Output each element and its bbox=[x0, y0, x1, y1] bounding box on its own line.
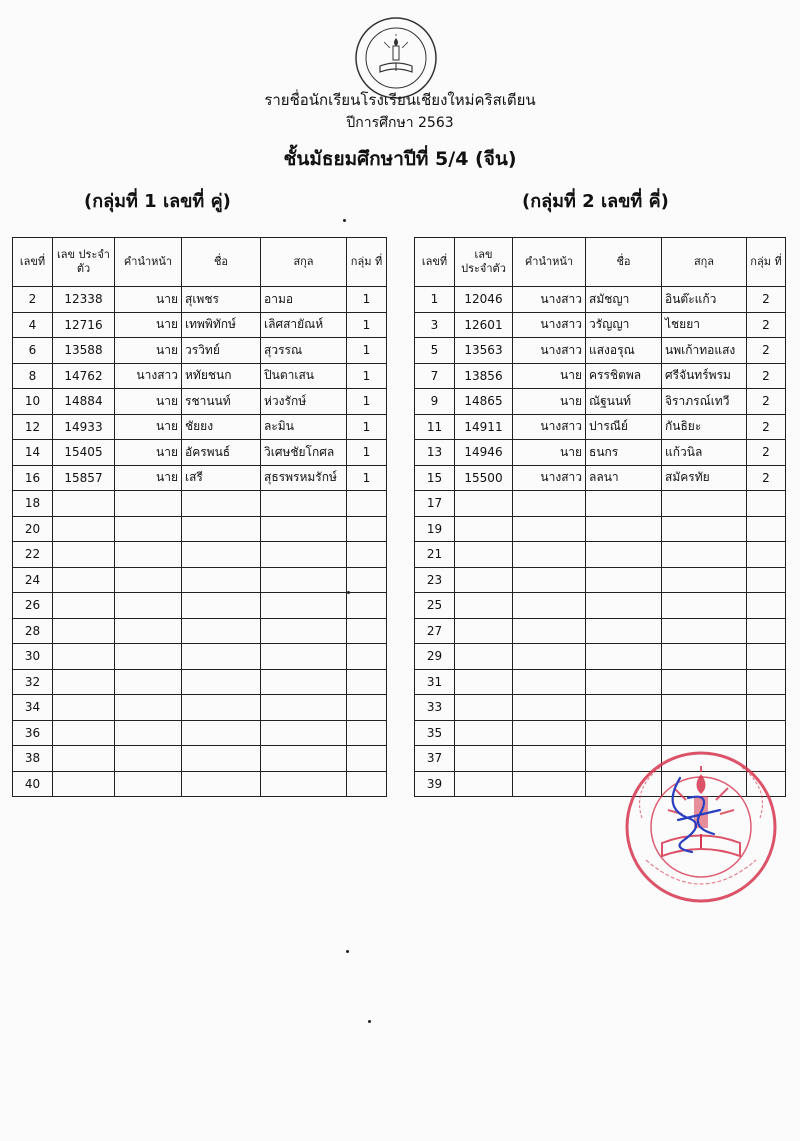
cell-last-name bbox=[662, 618, 747, 644]
cell-group bbox=[347, 669, 387, 695]
cell-last-name: ห่วงรักษ์ bbox=[261, 389, 347, 415]
cell-last-name bbox=[261, 669, 347, 695]
cell-prefix bbox=[115, 720, 182, 746]
cell-no: 22 bbox=[13, 542, 53, 568]
cell-first-name bbox=[182, 720, 261, 746]
table-row bbox=[415, 363, 786, 389]
cell-first-name: ลลนา bbox=[586, 465, 662, 491]
cell-no: 11 bbox=[415, 414, 455, 440]
table-row bbox=[415, 465, 786, 491]
cell-last-name: ละมิน bbox=[261, 414, 347, 440]
cell-last-name: ศรีจันทร์พรม bbox=[662, 363, 747, 389]
table-row bbox=[415, 644, 786, 670]
cell-no: 24 bbox=[13, 567, 53, 593]
cell-student-id bbox=[53, 567, 115, 593]
col-header-student-id: เลข ประจำตัว bbox=[455, 238, 513, 287]
cell-group: 2 bbox=[747, 440, 786, 466]
cell-first-name bbox=[182, 542, 261, 568]
cell-student-id: 12338 bbox=[53, 287, 115, 313]
table-row bbox=[415, 542, 786, 568]
cell-no: 3 bbox=[415, 312, 455, 338]
cell-no: 40 bbox=[13, 771, 53, 797]
cell-first-name bbox=[182, 746, 261, 772]
cell-no: 38 bbox=[13, 746, 53, 772]
table-row bbox=[415, 567, 786, 593]
table-row bbox=[13, 618, 387, 644]
cell-student-id bbox=[53, 593, 115, 619]
cell-last-name bbox=[662, 491, 747, 517]
table-row bbox=[415, 618, 786, 644]
cell-student-id: 12716 bbox=[53, 312, 115, 338]
cell-group: 1 bbox=[347, 414, 387, 440]
cell-prefix: นาย bbox=[115, 465, 182, 491]
cell-prefix: นางสาว bbox=[513, 312, 586, 338]
table-row bbox=[415, 669, 786, 695]
cell-first-name: แสงอรุณ bbox=[586, 338, 662, 364]
cell-student-id: 15857 bbox=[53, 465, 115, 491]
cell-no: 13 bbox=[415, 440, 455, 466]
cell-group bbox=[747, 669, 786, 695]
cell-prefix: นาย bbox=[115, 440, 182, 466]
cell-last-name bbox=[261, 618, 347, 644]
cell-no: 2 bbox=[13, 287, 53, 313]
cell-last-name bbox=[261, 746, 347, 772]
col-header-group: กลุ่ม ที่ bbox=[347, 238, 387, 287]
cell-first-name: วรวิทย์ bbox=[182, 338, 261, 364]
cell-no: 4 bbox=[13, 312, 53, 338]
cell-prefix bbox=[513, 516, 586, 542]
table-row bbox=[415, 695, 786, 721]
cell-no: 20 bbox=[13, 516, 53, 542]
cell-first-name bbox=[182, 695, 261, 721]
table-header-row bbox=[415, 238, 786, 287]
cell-prefix: นาย bbox=[513, 389, 586, 415]
cell-no: 35 bbox=[415, 720, 455, 746]
cell-prefix bbox=[115, 618, 182, 644]
col-header-no: เลขที่ bbox=[13, 238, 53, 287]
cell-no: 31 bbox=[415, 669, 455, 695]
cell-first-name: หทัยชนก bbox=[182, 363, 261, 389]
cell-no: 26 bbox=[13, 593, 53, 619]
cell-prefix: นาย bbox=[513, 363, 586, 389]
table-row bbox=[13, 516, 387, 542]
cell-student-id bbox=[53, 618, 115, 644]
cell-no: 23 bbox=[415, 567, 455, 593]
table-row bbox=[13, 414, 387, 440]
table-row bbox=[415, 491, 786, 517]
cell-student-id bbox=[455, 695, 513, 721]
cell-last-name: วิเศษชัยโกศล bbox=[261, 440, 347, 466]
table-row bbox=[13, 312, 387, 338]
cell-last-name: สุวรรณ bbox=[261, 338, 347, 364]
cell-first-name: ธนกร bbox=[586, 440, 662, 466]
cell-no: 10 bbox=[13, 389, 53, 415]
cell-prefix bbox=[513, 542, 586, 568]
cell-student-id: 15500 bbox=[455, 465, 513, 491]
cell-student-id bbox=[455, 618, 513, 644]
cell-student-id bbox=[455, 644, 513, 670]
cell-group: 2 bbox=[747, 414, 786, 440]
cell-group: 1 bbox=[347, 363, 387, 389]
cell-last-name: ปินตาเสน bbox=[261, 363, 347, 389]
cell-group bbox=[747, 618, 786, 644]
cell-student-id bbox=[53, 746, 115, 772]
cell-student-id bbox=[53, 695, 115, 721]
cell-no: 12 bbox=[13, 414, 53, 440]
cell-last-name: อินต๊ะแก้ว bbox=[662, 287, 747, 313]
cell-group bbox=[747, 567, 786, 593]
school-name-line: รายชื่อนักเรียนโรงเรียนเชียงใหม่คริสเตียน bbox=[264, 91, 536, 109]
cell-prefix: นาย bbox=[513, 440, 586, 466]
cell-last-name: กันธิยะ bbox=[662, 414, 747, 440]
table-row bbox=[415, 312, 786, 338]
cell-last-name bbox=[261, 695, 347, 721]
cell-no: 36 bbox=[13, 720, 53, 746]
cell-student-id bbox=[455, 516, 513, 542]
group-2-title: (กลุ่มที่ 2 เลขที่ คี่) bbox=[522, 191, 669, 212]
col-header-prefix: คำนำหน้า bbox=[513, 238, 586, 287]
cell-prefix: นาย bbox=[115, 414, 182, 440]
table-row bbox=[415, 338, 786, 364]
col-header-student-id: เลข ประจำตัว bbox=[53, 238, 115, 287]
cell-group bbox=[347, 746, 387, 772]
cell-last-name bbox=[662, 542, 747, 568]
cell-group bbox=[347, 491, 387, 517]
cell-student-id: 14933 bbox=[53, 414, 115, 440]
table-row bbox=[415, 720, 786, 746]
cell-prefix bbox=[513, 491, 586, 517]
table-row bbox=[13, 465, 387, 491]
cell-first-name bbox=[586, 593, 662, 619]
cell-prefix bbox=[513, 669, 586, 695]
cell-prefix bbox=[115, 542, 182, 568]
cell-last-name: จิราภรณ์เทวี bbox=[662, 389, 747, 415]
cell-first-name bbox=[182, 771, 261, 797]
table-row bbox=[415, 593, 786, 619]
cell-student-id: 15405 bbox=[53, 440, 115, 466]
cell-prefix bbox=[115, 771, 182, 797]
cell-last-name bbox=[261, 567, 347, 593]
cell-group bbox=[347, 644, 387, 670]
cell-student-id bbox=[455, 720, 513, 746]
cell-last-name bbox=[261, 644, 347, 670]
cell-first-name: ครรชิตพล bbox=[586, 363, 662, 389]
cell-first-name bbox=[182, 644, 261, 670]
table-row bbox=[13, 593, 387, 619]
cell-student-id: 14946 bbox=[455, 440, 513, 466]
cell-last-name bbox=[662, 695, 747, 721]
cell-no: 33 bbox=[415, 695, 455, 721]
cell-prefix: นาย bbox=[115, 338, 182, 364]
signature-icon bbox=[673, 778, 720, 852]
cell-prefix bbox=[513, 618, 586, 644]
cell-no: 14 bbox=[13, 440, 53, 466]
cell-student-id bbox=[455, 771, 513, 797]
cell-group bbox=[347, 593, 387, 619]
table-row bbox=[13, 363, 387, 389]
cell-first-name: สมัชญา bbox=[586, 287, 662, 313]
cell-no: 34 bbox=[13, 695, 53, 721]
cell-group bbox=[747, 516, 786, 542]
col-header-prefix: คำนำหน้า bbox=[115, 238, 182, 287]
cell-prefix: นางสาว bbox=[513, 414, 586, 440]
academic-year-line: ปีการศึกษา 2563 bbox=[346, 115, 454, 131]
cell-student-id bbox=[455, 542, 513, 568]
cell-student-id bbox=[53, 542, 115, 568]
cell-student-id: 13588 bbox=[53, 338, 115, 364]
table-row bbox=[415, 440, 786, 466]
official-stamp-icon bbox=[622, 748, 780, 906]
cell-first-name bbox=[586, 720, 662, 746]
cell-prefix bbox=[115, 746, 182, 772]
cell-group bbox=[347, 720, 387, 746]
cell-no: 8 bbox=[13, 363, 53, 389]
table-row bbox=[415, 414, 786, 440]
cell-last-name bbox=[662, 644, 747, 670]
cell-prefix bbox=[115, 644, 182, 670]
cell-no: 28 bbox=[13, 618, 53, 644]
cell-group: 1 bbox=[347, 287, 387, 313]
cell-no: 27 bbox=[415, 618, 455, 644]
cell-student-id: 12601 bbox=[455, 312, 513, 338]
group-1-table bbox=[12, 237, 387, 797]
cell-prefix: นางสาว bbox=[513, 465, 586, 491]
cell-group: 1 bbox=[347, 465, 387, 491]
cell-last-name bbox=[662, 669, 747, 695]
cell-no: 21 bbox=[415, 542, 455, 568]
cell-last-name: สุธรพรหมรักษ์ bbox=[261, 465, 347, 491]
cell-first-name: อัครพนธ์ bbox=[182, 440, 261, 466]
cell-student-id bbox=[455, 567, 513, 593]
cell-student-id: 13856 bbox=[455, 363, 513, 389]
cell-last-name: แก้วนิล bbox=[662, 440, 747, 466]
cell-first-name bbox=[182, 516, 261, 542]
table-row bbox=[13, 695, 387, 721]
table-row bbox=[13, 771, 387, 797]
cell-no: 29 bbox=[415, 644, 455, 670]
table-row bbox=[13, 746, 387, 772]
cell-prefix: นาย bbox=[115, 312, 182, 338]
cell-student-id bbox=[53, 720, 115, 746]
table-header-row bbox=[13, 238, 387, 287]
cell-no: 18 bbox=[13, 491, 53, 517]
cell-last-name bbox=[261, 542, 347, 568]
cell-no: 39 bbox=[415, 771, 455, 797]
cell-first-name: ณัฐนนท์ bbox=[586, 389, 662, 415]
cell-first-name bbox=[586, 695, 662, 721]
cell-last-name bbox=[662, 593, 747, 619]
cell-group bbox=[347, 695, 387, 721]
cell-student-id: 14762 bbox=[53, 363, 115, 389]
cell-no: 15 bbox=[415, 465, 455, 491]
cell-prefix: นาย bbox=[115, 389, 182, 415]
table-row bbox=[13, 287, 387, 313]
cell-first-name bbox=[182, 567, 261, 593]
cell-group bbox=[747, 720, 786, 746]
cell-first-name: ปารณีย์ bbox=[586, 414, 662, 440]
cell-no: 32 bbox=[13, 669, 53, 695]
cell-prefix bbox=[115, 491, 182, 517]
cell-group bbox=[747, 644, 786, 670]
col-header-last-name: สกุล bbox=[261, 238, 347, 287]
cell-last-name bbox=[261, 516, 347, 542]
cell-no: 9 bbox=[415, 389, 455, 415]
col-header-first-name: ชื่อ bbox=[182, 238, 261, 287]
cell-group: 2 bbox=[747, 287, 786, 313]
cell-group: 2 bbox=[747, 389, 786, 415]
cell-student-id bbox=[455, 491, 513, 517]
table-row bbox=[415, 389, 786, 415]
cell-first-name bbox=[586, 669, 662, 695]
cell-prefix bbox=[115, 695, 182, 721]
cell-student-id bbox=[53, 491, 115, 517]
cell-group bbox=[747, 593, 786, 619]
cell-group bbox=[747, 695, 786, 721]
col-header-group: กลุ่ม ที่ bbox=[747, 238, 786, 287]
cell-student-id bbox=[455, 669, 513, 695]
cell-student-id bbox=[53, 669, 115, 695]
cell-first-name bbox=[586, 567, 662, 593]
table-row bbox=[13, 567, 387, 593]
cell-no: 16 bbox=[13, 465, 53, 491]
cell-last-name bbox=[662, 516, 747, 542]
cell-no: 6 bbox=[13, 338, 53, 364]
cell-last-name bbox=[261, 593, 347, 619]
cell-prefix bbox=[115, 593, 182, 619]
cell-no: 19 bbox=[415, 516, 455, 542]
cell-student-id: 14911 bbox=[455, 414, 513, 440]
table-row bbox=[13, 669, 387, 695]
cell-first-name: ชัยยง bbox=[182, 414, 261, 440]
col-header-first-name: ชื่อ bbox=[586, 238, 662, 287]
cell-first-name bbox=[182, 618, 261, 644]
table-row bbox=[13, 440, 387, 466]
table-row bbox=[13, 644, 387, 670]
cell-group: 1 bbox=[347, 312, 387, 338]
cell-student-id bbox=[53, 644, 115, 670]
cell-last-name bbox=[261, 491, 347, 517]
cell-last-name: นพเก้าทอแสง bbox=[662, 338, 747, 364]
cell-no: 25 bbox=[415, 593, 455, 619]
cell-prefix: นางสาว bbox=[513, 287, 586, 313]
cell-no: 37 bbox=[415, 746, 455, 772]
cell-group: 2 bbox=[747, 338, 786, 364]
cell-prefix bbox=[513, 695, 586, 721]
cell-last-name: อามอ bbox=[261, 287, 347, 313]
cell-prefix bbox=[513, 593, 586, 619]
cell-prefix bbox=[115, 516, 182, 542]
table-row bbox=[13, 491, 387, 517]
cell-first-name bbox=[586, 542, 662, 568]
cell-group: 1 bbox=[347, 389, 387, 415]
cell-prefix bbox=[115, 669, 182, 695]
cell-no: 1 bbox=[415, 287, 455, 313]
cell-prefix bbox=[513, 746, 586, 772]
cell-group bbox=[347, 542, 387, 568]
cell-first-name: วรัญญา bbox=[586, 312, 662, 338]
cell-group bbox=[747, 491, 786, 517]
cell-prefix bbox=[513, 567, 586, 593]
table-row bbox=[13, 389, 387, 415]
cell-prefix bbox=[513, 720, 586, 746]
cell-first-name bbox=[586, 644, 662, 670]
cell-first-name bbox=[182, 593, 261, 619]
cell-group bbox=[747, 542, 786, 568]
cell-prefix: นางสาว bbox=[115, 363, 182, 389]
cell-prefix bbox=[513, 771, 586, 797]
cell-first-name: เสรี bbox=[182, 465, 261, 491]
cell-first-name: สุเพชร bbox=[182, 287, 261, 313]
cell-first-name bbox=[586, 516, 662, 542]
cell-last-name bbox=[261, 720, 347, 746]
cell-no: 5 bbox=[415, 338, 455, 364]
cell-group: 2 bbox=[747, 312, 786, 338]
cell-no: 30 bbox=[13, 644, 53, 670]
cell-first-name bbox=[182, 491, 261, 517]
cell-student-id bbox=[455, 593, 513, 619]
cell-group bbox=[347, 516, 387, 542]
cell-group: 1 bbox=[347, 338, 387, 364]
table-row bbox=[415, 516, 786, 542]
class-title: ชั้นมัธยมศึกษาปีที่ 5/4 (จีน) bbox=[283, 148, 517, 170]
cell-group: 2 bbox=[747, 465, 786, 491]
cell-group bbox=[347, 567, 387, 593]
cell-student-id bbox=[455, 746, 513, 772]
table-row bbox=[13, 542, 387, 568]
cell-student-id: 14884 bbox=[53, 389, 115, 415]
cell-last-name bbox=[261, 771, 347, 797]
cell-student-id bbox=[53, 771, 115, 797]
cell-student-id bbox=[53, 516, 115, 542]
cell-last-name bbox=[662, 720, 747, 746]
cell-group bbox=[347, 771, 387, 797]
col-header-last-name: สกุล bbox=[662, 238, 747, 287]
cell-no: 17 bbox=[415, 491, 455, 517]
cell-last-name: เลิศสายัณห์ bbox=[261, 312, 347, 338]
cell-first-name: รชานนท์ bbox=[182, 389, 261, 415]
cell-first-name: เทพพิทักษ์ bbox=[182, 312, 261, 338]
table-row bbox=[13, 338, 387, 364]
table-row bbox=[13, 720, 387, 746]
cell-prefix: นางสาว bbox=[513, 338, 586, 364]
cell-first-name bbox=[586, 491, 662, 517]
cell-last-name: ไชยยา bbox=[662, 312, 747, 338]
table-row bbox=[415, 287, 786, 313]
cell-student-id: 12046 bbox=[455, 287, 513, 313]
cell-group: 1 bbox=[347, 440, 387, 466]
cell-student-id: 14865 bbox=[455, 389, 513, 415]
cell-prefix: นาย bbox=[115, 287, 182, 313]
cell-no: 7 bbox=[415, 363, 455, 389]
cell-last-name bbox=[662, 567, 747, 593]
group-2-table bbox=[414, 237, 786, 797]
col-header-no: เลขที่ bbox=[415, 238, 455, 287]
cell-prefix bbox=[115, 567, 182, 593]
group-1-title: (กลุ่มที่ 1 เลขที่ คู่) bbox=[84, 191, 231, 212]
cell-first-name bbox=[586, 618, 662, 644]
cell-prefix bbox=[513, 644, 586, 670]
cell-group: 2 bbox=[747, 363, 786, 389]
cell-last-name: สมัครทัย bbox=[662, 465, 747, 491]
cell-group bbox=[347, 618, 387, 644]
cell-student-id: 13563 bbox=[455, 338, 513, 364]
cell-first-name bbox=[182, 669, 261, 695]
